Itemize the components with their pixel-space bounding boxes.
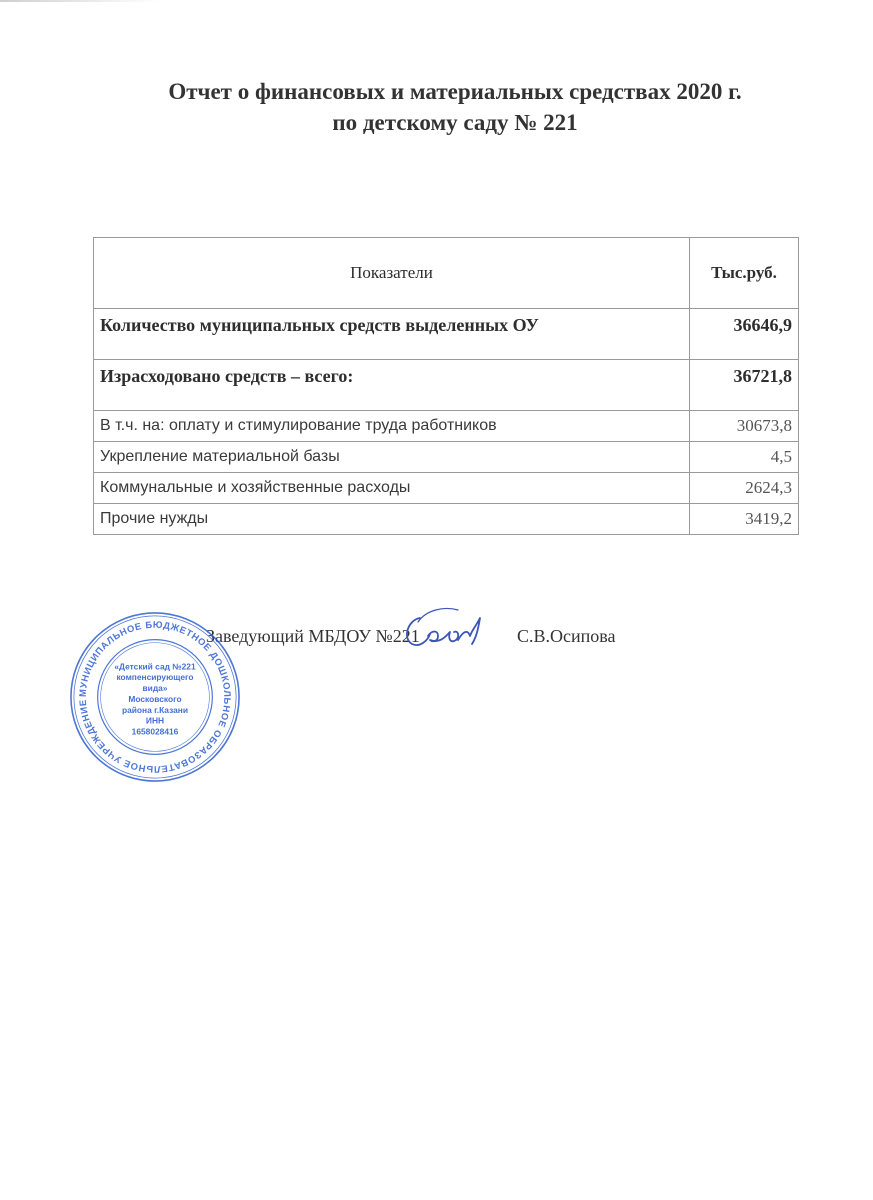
row-label: Коммунальные и хозяйственные расходы (94, 473, 690, 504)
stamp-line: компенсирующего (116, 672, 194, 683)
signatory-role: Заведующий МБДОУ №221 (206, 626, 420, 646)
scan-edge (0, 0, 160, 2)
stamp-line: ИНН (145, 715, 165, 726)
official-stamp (66, 608, 244, 786)
stamp-line: вида» (142, 683, 168, 694)
row-label: Израсходовано средств – всего: (94, 360, 690, 411)
row-label: Количество муниципальных средств выделенных ОУ (94, 309, 690, 360)
header-unit: Тыс.руб. (690, 238, 799, 309)
table-row (94, 473, 799, 504)
title-line-2: по детскому саду № 221 (332, 110, 578, 135)
table-row (94, 360, 799, 411)
stamp-ring-text: МУНИЦИПАЛЬНОЕ БЮДЖЕТНОЕ ДОШКОЛЬНОЕ ОБРАЗОВАТЕЛЬНОЕ УЧРЕЖДЕНИЕ (76, 618, 234, 776)
row-value: 4,5 (690, 442, 799, 473)
row-label: Прочие нужды (94, 504, 690, 535)
row-label: В т.ч. на: оплату и стимулирование труда работников (94, 411, 690, 442)
table-row (94, 411, 799, 442)
table-row (94, 442, 799, 473)
row-value: 3419,2 (690, 504, 799, 535)
header-indicators: Показатели (94, 238, 690, 309)
table-row (94, 309, 799, 360)
row-value: 2624,3 (690, 473, 799, 504)
row-label: Укрепление материальной базы (94, 442, 690, 473)
stamp-line: Московского (128, 693, 182, 704)
finance-table (93, 237, 799, 535)
table-header-row (94, 238, 799, 309)
handwritten-signature (398, 600, 488, 660)
stamp-line: 1658028416 (131, 726, 179, 737)
row-value: 30673,8 (690, 411, 799, 442)
signatory-name: С.В.Осипова (517, 626, 616, 646)
row-value: 36721,8 (690, 360, 799, 411)
row-value: 36646,9 (690, 309, 799, 360)
title-line-1: Отчет о финансовых и материальных средствах 2020 г. (168, 79, 742, 104)
document-title (0, 76, 873, 138)
stamp-line: «Детский сад №221 (114, 661, 196, 672)
stamp-line: района г.Казани (121, 704, 189, 715)
table-row (94, 504, 799, 535)
